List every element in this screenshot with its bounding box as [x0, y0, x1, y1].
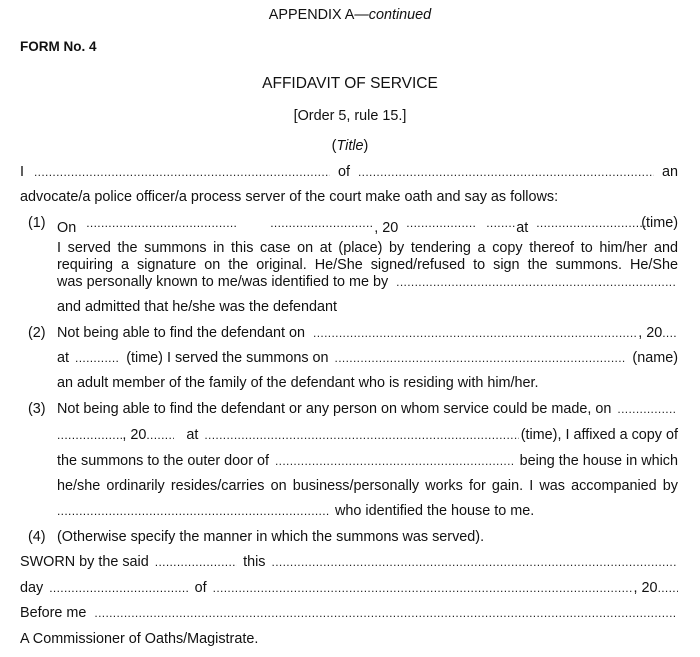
before-me-line: Before me ..... — [20, 604, 678, 622]
continued-label: —continued — [354, 7, 432, 23]
form-number: FORM No. 4 — [20, 39, 97, 54]
para4-text: (Otherwise specify the manner in which the summons was served). — [57, 529, 485, 545]
service-year-field[interactable] — [406, 214, 476, 232]
para4-number: (4) — [28, 529, 46, 545]
house-field[interactable] — [275, 452, 514, 470]
form-title: AFFIDAVIT OF SERVICE — [262, 75, 438, 92]
deponent-address-field[interactable] — [358, 163, 654, 181]
para1-line1: On ..... ..... , 20 ..... ..... at ..... (time) — [57, 214, 678, 237]
service-date-field[interactable] — [86, 214, 236, 232]
accompanied-by-field[interactable] — [57, 502, 329, 520]
not-found-date-field[interactable] — [313, 324, 636, 342]
sworn-by-field[interactable] — [155, 553, 237, 571]
para1-text-a: I served the summons in this case on at (place) by tendering a copy thereof to him/her and — [57, 240, 678, 256]
deponent-name-field[interactable] — [34, 163, 330, 181]
appendix-label: APPENDIX A — [268, 7, 355, 23]
para3-text-d: he/she ordinarily resides/carries on business/personally works for gain. I was accompanied by — [57, 478, 678, 494]
day-line: day ..... of ..... , 20 ..... — [20, 579, 678, 597]
para1-text-b: requiring a signature on the original. He/She signed/refused to sign the summons. He/She — [57, 257, 678, 273]
affixed-time-field[interactable] — [204, 426, 518, 444]
before-me-field[interactable] — [94, 604, 676, 622]
para2-line1: Not being able to find the defendant on ..... , 20 ..... — [57, 324, 678, 342]
para1-text-d: and admitted that he/she was the defendant — [57, 299, 338, 315]
para3-line3: the summons to the outer door of ..... being the house in which — [57, 452, 678, 470]
para2-line2: at ..... (time) I served the summons on ..... (name) — [57, 349, 678, 367]
served-on-field[interactable] — [335, 349, 627, 367]
sworn-month-field[interactable] — [213, 579, 632, 597]
not-found-year-field[interactable] — [662, 324, 678, 342]
sworn-day-field[interactable] — [49, 579, 188, 597]
para3-line5: ..... who identified the house to me. — [57, 502, 534, 520]
affixed-year-field[interactable] — [146, 426, 174, 444]
para2-time-field[interactable] — [75, 349, 120, 367]
sworn-year-field[interactable] — [658, 579, 678, 597]
para3-number: (3) — [28, 401, 46, 417]
sworn-line: SWORN by the said ..... this ..... — [20, 553, 678, 571]
para3-on-field[interactable] — [617, 400, 676, 418]
affixed-date-field[interactable] — [57, 426, 122, 444]
appendix-heading — [0, 6, 700, 24]
para2-text-c: an adult member of the family of the defendant who is residing with him/her. — [57, 375, 539, 391]
service-time-field[interactable] — [536, 214, 646, 232]
title-placeholder: (Title) — [331, 138, 369, 154]
identified-by-field[interactable] — [396, 273, 676, 291]
para2-number: (2) — [28, 325, 46, 341]
para3-line1: Not being able to find the defendant or any person on whom service could be made, on ..... — [57, 400, 678, 418]
service-month-field[interactable] — [270, 214, 374, 232]
sworn-this-field[interactable] — [272, 553, 676, 571]
para3-line2: ..... , 20 ..... at ..... (time), I affixed a copy of — [57, 426, 678, 444]
commissioner-line: A Commissioner of Oaths/Magistrate. — [20, 631, 259, 647]
order-reference: [Order 5, rule 15.] — [293, 108, 407, 124]
intro-continuation: advocate/a police officer/a process server of the court make oath and say as follows: — [20, 189, 559, 205]
para1-number: (1) — [28, 215, 46, 231]
para1-line4: was personally known to me/was identified to me by ..... — [57, 273, 678, 291]
intro-line: I ..... of ..... an — [20, 163, 678, 181]
